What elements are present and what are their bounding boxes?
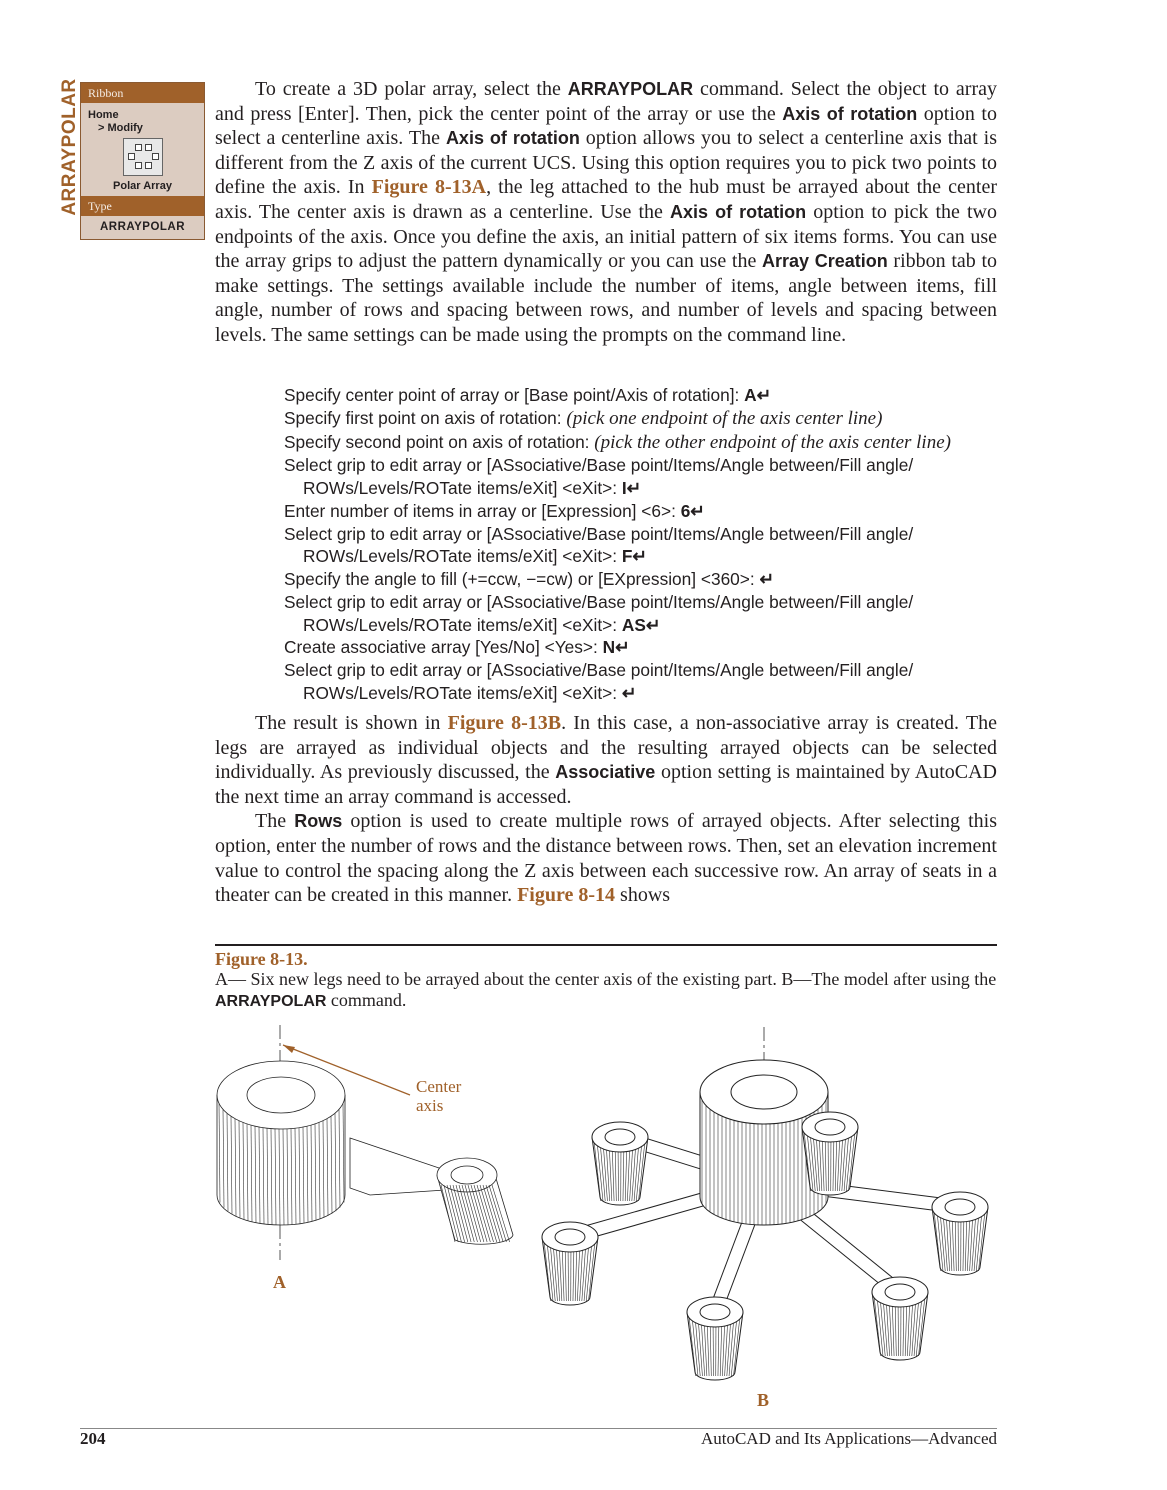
- text-run: . In this case, a non-associative array is created. The legs are arrayed as individual objects and the resulting arrayed objects can be selected individually. As previously discussed, the: [215, 712, 997, 784]
- sidebar-vertical-title: ARRAYPOLAR: [59, 78, 80, 216]
- command-prompt: ROWs/Levels/ROTate items/eXit] <eXit>:: [303, 478, 622, 498]
- command-line: [284, 384, 1004, 407]
- command-input: I↵: [621, 478, 642, 498]
- command-input: AS↵: [621, 614, 661, 635]
- paragraph: [215, 809, 997, 907]
- command-line: [284, 545, 1004, 568]
- ribbon-header: Ribbon: [81, 83, 204, 103]
- command-prompt: Specify first point on axis of rotation:: [284, 407, 567, 428]
- command-prompt: ROWs/Levels/ROTate items/eXit] <eXit>:: [303, 614, 622, 635]
- bold-term: Axis of rotation: [669, 201, 807, 222]
- ribbon-reference-box: [80, 82, 205, 240]
- text-run: option is used to create multiple rows of arrayed objects. After selecting this option, enter the number of rows and the distance between rows. Then, set an elevation increment value to control the spacing along the Z axis between each successive row. An array of seats in a theater can be created in this manner.: [215, 810, 998, 907]
- bold-term: Associative: [555, 762, 656, 783]
- command-prompt: Specify center point of array or [Base point/Axis of rotation]:: [284, 385, 745, 405]
- body-paragraph: [215, 77, 997, 348]
- bold-term: ARRAYPOLAR: [567, 79, 694, 99]
- figure-title: Figure 8-13.: [215, 949, 308, 969]
- type-header: Type: [81, 196, 204, 216]
- command-line: [284, 407, 1004, 431]
- center-axis-callout: Center axis: [416, 1077, 462, 1115]
- command-line: [284, 523, 1004, 546]
- figure-link[interactable]: Figure 8-13B: [447, 712, 562, 734]
- command-line: [284, 682, 1004, 705]
- drawing-stroke: [945, 1199, 975, 1215]
- command-input: ↵: [621, 682, 637, 703]
- command-line: [284, 591, 1004, 614]
- text-run: To create a 3D polar array, select the: [255, 78, 568, 100]
- command-sequence: [284, 384, 1004, 705]
- command-prompt: Create associative array [Yes/No] <Yes>:: [284, 637, 603, 658]
- text-run: , the leg attached to the hub must be arrayed about the center axis. The center axis is drawn as a centerline. Use the: [215, 176, 997, 223]
- command-note: (pick the other endpoint of the axis center line): [594, 431, 951, 453]
- drawing-stroke: [605, 1129, 635, 1145]
- bold-term: Rows: [294, 811, 343, 832]
- polar-array-label: Polar Array: [113, 180, 172, 192]
- paragraph: [215, 711, 997, 809]
- bold-term: Axis of rotation: [782, 103, 918, 124]
- text-run: option setting is maintained by AutoCAD the next time an array command is accessed.: [215, 761, 997, 808]
- command-prompt: ROWs/Levels/ROTate items/eXit] <eXit>:: [303, 546, 622, 567]
- command-line: [284, 568, 1004, 591]
- ribbon-path: Home > Modify: [88, 109, 143, 134]
- text-run: option allows you to select a centerline axis that is different from the Z axis of the current UCS. Using this option requires you to pick two points to define the axis. In: [215, 127, 997, 199]
- text-run: command. Select the object to array and press [Enter]. Then, pick the center point of the array or use the: [215, 78, 998, 125]
- command-input: 6↵: [680, 500, 705, 521]
- figure-b-drawing: [530, 1022, 1000, 1392]
- text-run: option to pick the two endpoints of the axis. Once you define the axis, an initial pattern of six items forms. You can use the array grips to adjust the pattern dynamically or you can use the: [215, 200, 997, 273]
- command-prompt: Select grip to edit array or [ASsociative/Base point/Items/Angle between/Fill angle/: [284, 660, 914, 680]
- command-input: ↵: [759, 569, 774, 589]
- polar-array-icon: [123, 138, 163, 176]
- type-command: ARRAYPOLAR: [99, 221, 186, 233]
- figure-label-a: A: [273, 1272, 286, 1292]
- body-paragraphs: [215, 711, 997, 908]
- text-run: option to select a centerline axis. The: [215, 102, 997, 150]
- text-run: The: [255, 810, 295, 833]
- page-number: 204: [80, 1429, 106, 1448]
- command-prompt: Select grip to edit array or [ASsociative/Base point/Items/Angle between/Fill angle/: [284, 523, 914, 544]
- bold-term: Axis of rotation: [445, 128, 580, 149]
- paragraph: [215, 77, 997, 348]
- drawing-stroke: [731, 1075, 797, 1109]
- drawing-stroke: [815, 1119, 845, 1135]
- command-line: [284, 500, 1004, 523]
- command-line: [284, 614, 1004, 637]
- command-prompt: Specify second point on axis of rotation:: [284, 431, 595, 452]
- command-prompt: Select grip to edit array or [ASsociative/Base point/Items/Angle between/Fill angle/: [284, 591, 914, 612]
- text-run: shows: [615, 884, 671, 907]
- figure-caption: A— Six new legs need to be arrayed about the center axis of the existing part. B—The model after using the ARRAYPOLAR command.: [215, 969, 997, 1010]
- book-title: AutoCAD and Its Applications—Advanced: [700, 1429, 997, 1448]
- command-line: [284, 454, 1004, 477]
- command-line: [284, 659, 1004, 682]
- figure-rule: [215, 944, 997, 946]
- figure-link[interactable]: Figure 8-14: [517, 884, 616, 907]
- text-run: ribbon tab to make settings. The settings available include the number of items, angle between items, fill angle, number of rows and spacing between rows, and number of levels and spacing between levels. The same settings can be made using the prompts on the command line.: [215, 250, 997, 346]
- command-prompt: Select grip to edit array or [ASsociative/Base point/Items/Angle between/Fill angle/: [284, 455, 914, 476]
- figure-link[interactable]: Figure 8-13A: [371, 176, 487, 199]
- drawing-stroke: [885, 1284, 915, 1300]
- command-line: [284, 431, 1004, 455]
- command-input: F↵: [621, 546, 647, 567]
- command-input: N↵: [602, 637, 630, 658]
- figure-a-drawing: [205, 1020, 535, 1280]
- command-prompt: Specify the angle to fill (+=ccw, −=cw) or [EXpression] <360>:: [284, 569, 760, 589]
- drawing-stroke: [555, 1229, 585, 1245]
- drawing-stroke: [700, 1304, 730, 1320]
- command-input: A↵: [744, 385, 772, 405]
- bold-term: Array Creation: [762, 251, 888, 272]
- figure-label-b: B: [757, 1390, 770, 1410]
- command-prompt: Enter number of items in array or [Expression] <6>:: [284, 500, 681, 521]
- command-line: [284, 477, 1004, 500]
- text-run: The result is shown in: [255, 712, 448, 734]
- command-note: (pick one endpoint of the axis center line): [566, 407, 883, 429]
- command-prompt: ROWs/Levels/ROTate items/eXit] <eXit>:: [303, 682, 622, 703]
- command-line: [284, 636, 1004, 659]
